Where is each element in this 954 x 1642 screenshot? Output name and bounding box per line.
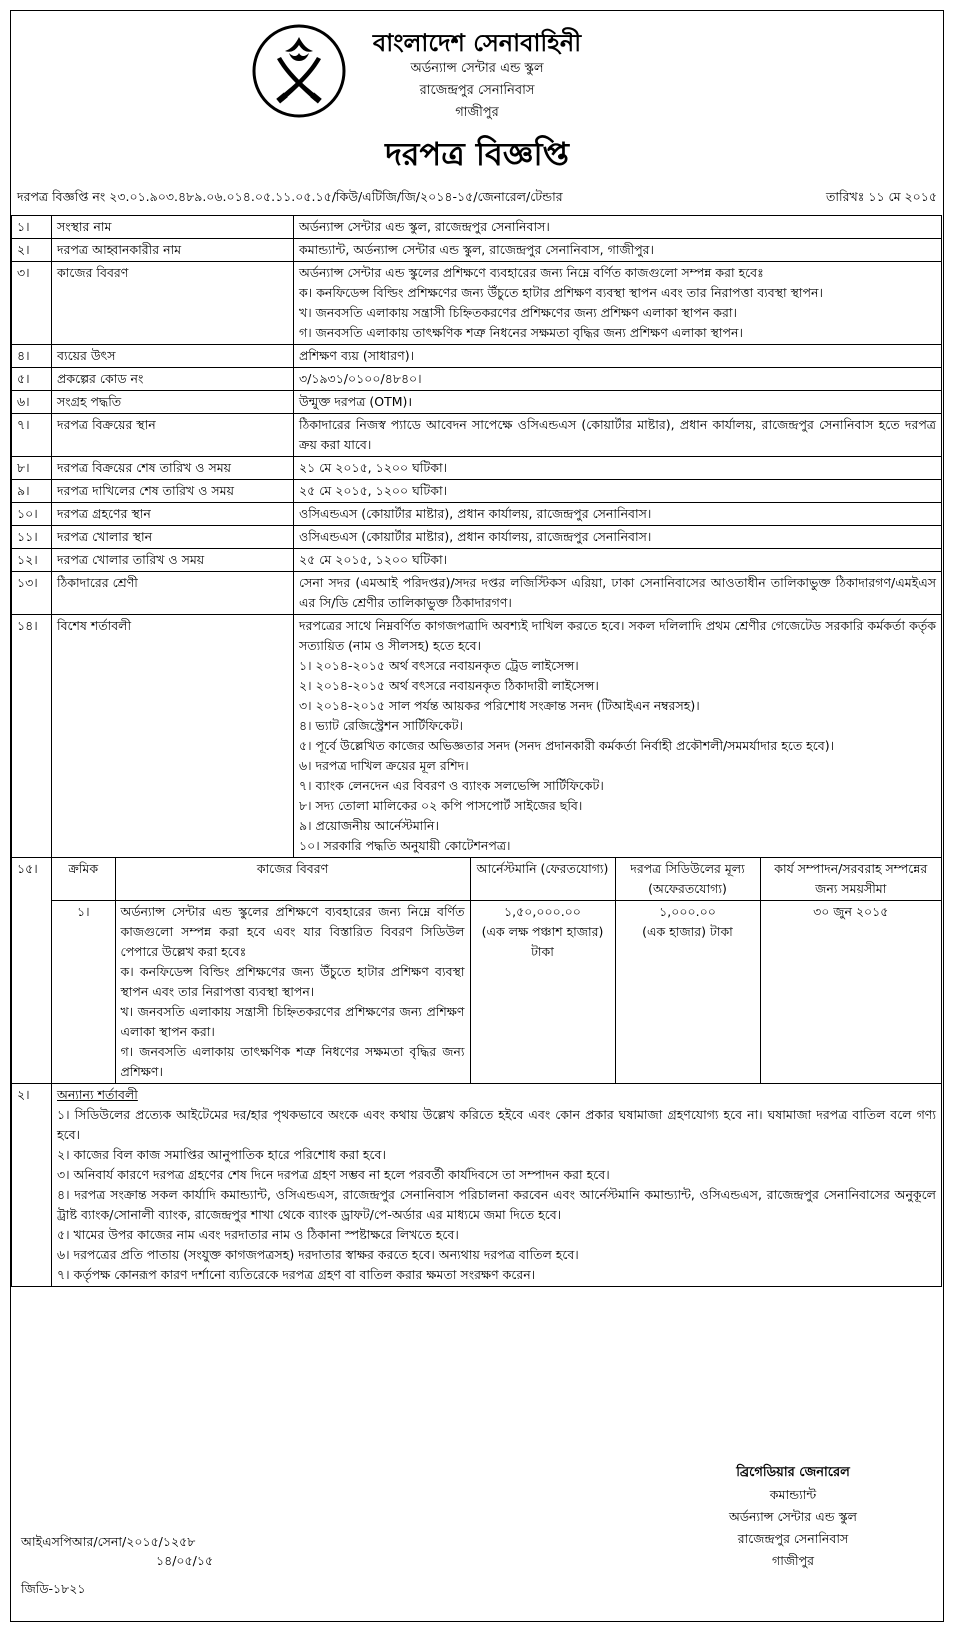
tender-row <box>12 368 942 391</box>
row-item: খ। জনবসতি এলাকায় সন্ত্রাসী চিহ্নিতকরণের প্রশিক্ষণের জন্য প্রশিক্ষণ এলাকা স্থাপন করা। <box>299 305 737 320</box>
signature-line4: রাজেন্দ্রপুর সেনানিবাস <box>737 1531 849 1546</box>
tender-notice-page <box>10 10 944 1622</box>
other-term-item: ২। কাজের বিল কাজ সমাপ্তির আনুপাতিক হারে পরিশোধ করা হবে। <box>57 1147 386 1162</box>
row-number: ৮। <box>12 457 52 480</box>
row-item: ৭। ব্যাংক লেনদেন এর বিবরণ ও ব্যাংক সলভেন্সি সার্টিফিকেট। <box>299 778 604 793</box>
tender-row <box>12 457 942 480</box>
row-label: দরপত্র খোলার স্থান <box>52 526 294 549</box>
row-number: ১১। <box>12 526 52 549</box>
row-number: ১৩। <box>12 572 52 615</box>
row-number: ৪। <box>12 345 52 368</box>
signature-line3: অর্ডন্যান্স সেন্টার এন্ড স্কুল <box>729 1509 857 1524</box>
row-label: সংস্থার নাম <box>52 216 294 239</box>
row-label: ব্যয়ের উৎস <box>52 345 294 368</box>
row-item: ১০। সরকারি পদ্ধতি অনুযায়ী কোটেশনপত্র। <box>299 838 511 853</box>
other-term-item: ৭। কর্তৃপক্ষ কোনরূপ কারণ দর্শানো ব্যতিরেকে দরপত্র গ্রহণ বা বাতিল করার ক্ষমতা সংরক্ষণ করেন। <box>57 1267 536 1282</box>
row-number: ১২। <box>12 549 52 572</box>
row-value: ঠিকাদারের নিজস্ব প্যাডে আবেদন সাপেক্ষে ওসিএন্ডএস (কোয়ার্টার মাষ্টার), প্রধান কার্যালয়, রাজেন্দ্রপুর সেনানিবাস হতে দরপত্র ক্রয় করা যাবে। <box>299 417 936 452</box>
other-term-item: ৫। খামের উপর কাজের নাম এবং দরদাতার নাম ও ঠিকানা স্পষ্টাক্ষরে লিখতে হবে। <box>57 1227 459 1242</box>
org-name: বাংলাদেশ সেনাবাহিনী <box>372 29 582 57</box>
row-value: দরপত্রের সাথে নিম্নবর্ণিত কাগজপত্রাদি অবশ্যই দাখিল করতে হবে। সকল দলিলাদি প্রথম শ্রেণীর গেজেটেড সরকারি কর্মকর্তা কর্তৃক সত্যায়িত (নাম ও সীলসহ) হতে হবে। <box>299 618 936 653</box>
row-item: ৬। দরপত্র দাখিল ক্রয়ের মূল রশিদ। <box>299 758 469 773</box>
schedule-header-serial: ক্রমিক <box>52 858 115 901</box>
schedule-header-deadline: কার্য সম্পাদন/সরবরাহ সম্পন্নের জন্য সময়সীমা <box>760 858 941 901</box>
row-value: অর্ডন্যান্স সেন্টার এন্ড স্কুলের প্রশিক্ষণে ব্যবহারের জন্য নিম্নে বর্ণিত কাজগুলো সম্পন্ন করা হবেঃ <box>299 265 764 280</box>
row-item: ১। ২০১৪-২০১৫ অর্থ বৎসরে নবায়নকৃত ট্রেড লাইসেন্স। <box>299 658 579 673</box>
tender-row <box>12 262 942 345</box>
tender-row <box>12 414 942 457</box>
row-number: ১০। <box>12 503 52 526</box>
row-item: ২। ২০১৪-২০১৫ অর্থ বৎসরে নবায়নকৃত ঠিকাদারী লাইসেন্স। <box>299 678 599 693</box>
tender-row <box>12 216 942 239</box>
signature-title: কমান্ড্যান্ট <box>769 1487 817 1502</box>
row-number: ৯। <box>12 480 52 503</box>
notice-title: দরপত্র বিজ্ঞপ্তি <box>385 135 569 173</box>
org-line-4: গাজীপুর <box>455 105 499 120</box>
schedule-desc-item: ক। কনফিডেন্স বিল্ডিং প্রশিক্ষণের জন্য উঁচুতে হাটার প্রশিক্ষণ ব্যবস্থা স্থাপন এবং তার নিরাপত্তা ব্যবস্থা স্থাপন। <box>120 964 465 999</box>
other-term-item: ১। সিডিউলের প্রত্যেক আইটেমের দর/হার পৃথকভাবে অংকে এবং কথায় উল্লেখ করিতে হইবে এবং কোন প্রকার ঘষামাজা গ্রহণযোগ্য হবে না। ঘষামাজা দরপত্র বাতিল বলে গণ্য হবে। <box>57 1107 936 1142</box>
row-label: দরপত্র গ্রহণের স্থান <box>52 503 294 526</box>
tender-row <box>12 345 942 368</box>
row-value: ২৫ মে ২০১৫, ১২০০ ঘটিকা। <box>299 483 448 498</box>
row-value: ৩/১৯৩১/০১০০/৪৮৪০। <box>299 371 422 386</box>
row-label: প্রকল্পের কোড নং <box>52 368 294 391</box>
row-number: ২। <box>12 239 52 262</box>
row-value: অর্ডন্যান্স সেন্টার এন্ড স্কুল, রাজেন্দ্রপুর সেনানিবাস। <box>299 219 550 234</box>
row-item: ৩। ২০১৪-২০১৫ সাল পর্যন্ত আয়কর পরিশোধ সংক্রান্ত সনদ (টিআইএন নম্বরসহ)। <box>299 698 700 713</box>
row-label: দরপত্র বিক্রয়ের শেষ তারিখ ও সময় <box>52 457 294 480</box>
row-value: প্রশিক্ষণ ব্যয় (সাধারণ)। <box>299 348 415 363</box>
row-item: গ। জনবসতি এলাকায় তাৎক্ষণিক শত্রু নিধনের সক্ষমতা বৃদ্ধির জন্য প্রশিক্ষণ এলাকা স্থাপন। <box>299 325 743 340</box>
other-terms-num: ২। <box>12 1084 52 1287</box>
other-term-item: ৬। দরপত্রের প্রতি পাতায় (সংযুক্ত কাগজপত্রসহ) দরদাতার স্বাক্ষর করতে হবে। অন্যথায় দরপত্র বাতিল হবে। <box>57 1247 579 1262</box>
row-label: দরপত্র বিক্রয়ের স্থান <box>52 414 294 457</box>
tender-row <box>12 239 942 262</box>
row-number: ৬। <box>12 391 52 414</box>
row-item: ৫। পূর্বে উল্লেখিত কাজের অভিজ্ঞতার সনদ (সনদ প্রদানকারী কর্মকর্তা নির্বাহী প্রকৌশলী/সমমর্যাদার হতে হবে)। <box>299 738 835 753</box>
org-line-3: রাজেন্দ্রপুর সেনানিবাস <box>419 83 535 98</box>
signature-block <box>683 1461 903 1572</box>
schedule-header-desc: কাজের বিবরণ <box>115 858 470 901</box>
schedule-price: ১,০০০.০০ <box>659 904 716 919</box>
schedule-serial: ১। <box>52 901 115 1084</box>
memo-date: ১৪/০৫/১৫ <box>156 1553 214 1568</box>
row-label: ঠিকাদারের শ্রেণী <box>52 572 294 615</box>
row-item: ৪। ভ্যাট রেজিস্ট্রেশন সার্টিফিকেট। <box>299 718 463 733</box>
row-label: দরপত্র আহ্বানকারীর নাম <box>52 239 294 262</box>
row-label: কাজের বিবরণ <box>52 262 294 345</box>
tender-table <box>11 215 942 1287</box>
header <box>11 11 943 176</box>
row-item: ৮। সদ্য তোলা মালিকের ০২ কপি পাসপোর্ট সাইজের ছবি। <box>299 798 583 813</box>
row-number: ১। <box>12 216 52 239</box>
row-value: সেনা সদর (এমআই পরিদপ্তর)/সদর দপ্তর লজিস্টিকস এরিয়া, ঢাকা সেনানিবাসের আওতাধীন তালিকাভুক্ত ঠিকাদারগণ/এমইএস এর সি/ডি শ্রেণীর তালিকাভুক্ত ঠিকাদারগণ। <box>299 575 936 610</box>
schedule-table <box>52 858 941 1083</box>
memo-gd: জিডি-১৮২১ <box>21 1581 86 1596</box>
schedule-row <box>12 858 942 1084</box>
deadline: ৩০ জুন ২০১৫ <box>760 901 941 1084</box>
row-value: ২৫ মে ২০১৫, ১২০০ ঘটিকা। <box>299 552 448 567</box>
row-label: বিশেষ শর্তাবলী <box>52 615 294 858</box>
row-value: উন্মুক্ত দরপত্র (OTM)। <box>299 394 413 409</box>
other-terms-title: অন্যান্য শর্তাবলী <box>57 1087 138 1102</box>
row-number: ১৪। <box>12 615 52 858</box>
org-line-2: অর্ডন্যান্স সেন্টার এন্ড স্কুল <box>410 61 544 76</box>
row-item: ৯। প্রয়োজনীয় আর্নেস্টমানি। <box>299 818 439 833</box>
row-value: ওসিএন্ডএস (কোয়ার্টার মাষ্টার), প্রধান কার্যালয়, রাজেন্দ্রপুর সেনানিবাস। <box>299 529 652 544</box>
schedule-header-price: দরপত্র সিডিউলের মূল্য (অফেরতযোগ্য) <box>615 858 760 901</box>
row-number: ৭। <box>12 414 52 457</box>
footer <box>11 1453 943 1621</box>
schedule-price-words: (এক হাজার) টাকা <box>642 924 733 939</box>
row-value: ওসিএন্ডএস (কোয়ার্টার মাষ্টার), প্রধান কার্যালয়, রাজেন্দ্রপুর সেনানিবাস। <box>299 506 652 521</box>
tender-row <box>12 503 942 526</box>
earnest-amount: ১,৫০,০০০.০০ <box>504 904 581 919</box>
schedule-desc-item: খ। জনবসতি এলাকায় সন্ত্রাসী চিহ্নিতকরণের প্রশিক্ষণের জন্য প্রশিক্ষণ এলাকা স্থাপন করা। <box>120 1004 465 1039</box>
row-label: দরপত্র দাখিলের শেষ তারিখ ও সময় <box>52 480 294 503</box>
schedule-num: ১৫। <box>12 858 52 1084</box>
memo-ref: আইএসপিআর/সেনা/২০১৫/১২৫৮ <box>21 1534 196 1549</box>
tender-row <box>12 391 942 414</box>
schedule-desc: অর্ডন্যান্স সেন্টার এন্ড স্কুলের প্রশিক্ষণে ব্যবহারের জন্য নিম্নে বর্ণিত কাজগুলো সম্পন্ন করা হবে এবং যার বিস্তারিত বিবরণ সিডিউল পেপারে উল্লেখ করা হবেঃ <box>120 904 465 959</box>
row-number: ৫। <box>12 368 52 391</box>
other-terms-row <box>12 1084 942 1287</box>
row-label: সংগ্রহ পদ্ধতি <box>52 391 294 414</box>
other-term-item: ৪। দরপত্র সংক্রান্ত সকল কার্যাদি কমান্ড্যান্ট, ওসিএন্ডএস, রাজেন্দ্রপুর সেনানিবাস পরিচালনা করবেন এবং আর্নেস্টমানি কমান্ড্যান্ট, ওসিএন্ডএস, রাজেন্দ্রপুর সেনানিবাসের অনুকূলে ট্রাষ্ট ব্যাংক/সোনালী ব্যাংক, রাজেন্দ্রপুর শাখা থেকে ব্যাংক ড্রাফট/পে-অর্ডার এর মাধ্যমে জমা দিতে হবে। <box>57 1187 936 1222</box>
schedule-desc-item: গ। জনবসতি এলাকায় তাৎক্ষণিক শত্রু নিধণের সক্ষমতা বৃদ্ধির জন্য প্রশিক্ষণ। <box>120 1044 465 1079</box>
earnest-words: (এক লক্ষ পঞ্চাশ হাজার) টাকা <box>481 924 604 959</box>
signature-rank: ব্রিগেডিয়ার জেনারেল <box>736 1465 850 1480</box>
reference-date: তারিখঃ ১১ মে ২০১৫ <box>826 189 937 204</box>
reference-number: দরপত্র বিজ্ঞপ্তি নং ২৩.০১.৯০৩.৪৮৯.০৬.০১৪.০৫.১১.০৫.১৫/কিউ/এটিজি/জি/২০১৪-১৫/জেনারেল/টেন্ডার <box>17 189 563 204</box>
row-number: ৩। <box>12 262 52 345</box>
tender-row <box>12 549 942 572</box>
tender-row <box>12 615 942 858</box>
row-label: দরপত্র খোলার তারিখ ও সময় <box>52 549 294 572</box>
other-term-item: ৩। অনিবার্য কারণে দরপত্র গ্রহণের শেষ দিনে দরপত্র গ্রহণ সম্ভব না হলে পরবর্তী কার্যদিবসে তা সম্পাদন করা হবে। <box>57 1167 610 1182</box>
tender-row <box>12 572 942 615</box>
tender-row <box>12 526 942 549</box>
row-item: ক। কনফিডেন্স বিল্ডিং প্রশিক্ষণের জন্য উঁচুতে হাটার প্রশিক্ষণ ব্যবস্থা স্থাপন এবং তার নিরাপত্তা ব্যবস্থা স্থাপন। <box>299 285 823 300</box>
row-value: কমান্ড্যান্ট, অর্ডন্যান্স সেন্টার এন্ড স্কুল, রাজেন্দ্রপুর সেনানিবাস, গাজীপুর। <box>299 242 655 257</box>
tender-row <box>12 480 942 503</box>
signature-line5: গাজীপুর <box>772 1553 814 1568</box>
row-value: ২১ মে ২০১৫, ১২০০ ঘটিকা। <box>299 460 448 475</box>
schedule-header-earnest: আর্নেস্টমানি (ফেরতযোগ্য) <box>470 858 615 901</box>
reference-line <box>17 189 937 209</box>
